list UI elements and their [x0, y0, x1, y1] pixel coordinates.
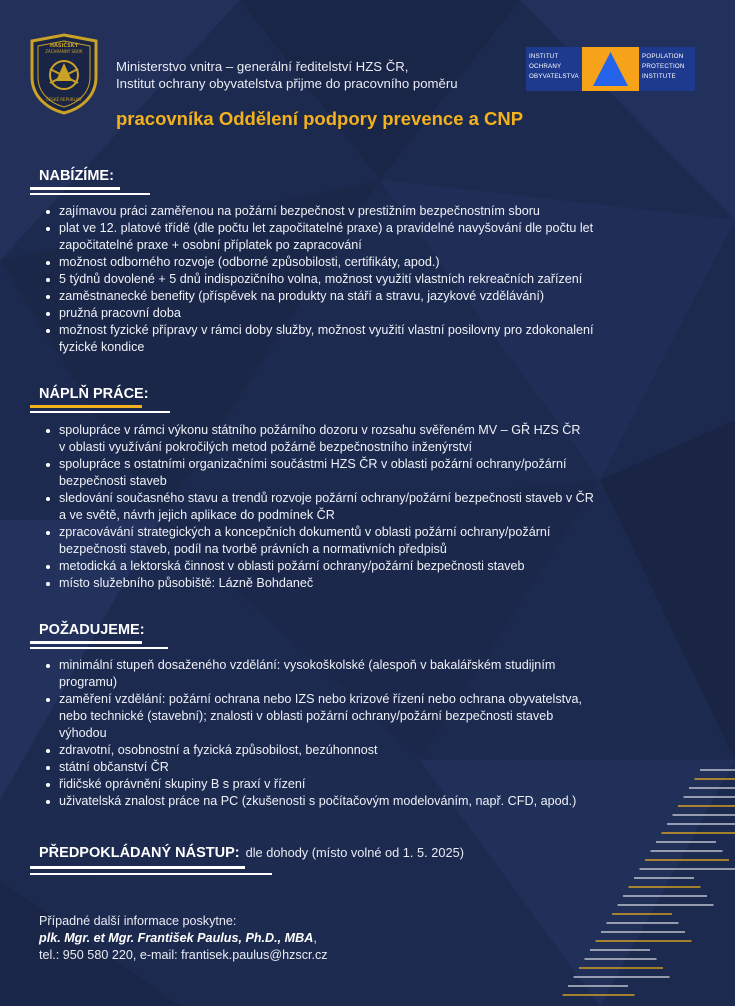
- svg-text:HASIČSKÝ: HASIČSKÝ: [49, 43, 79, 49]
- section-heading-requirements: POŽADUJEME:: [39, 622, 145, 638]
- list-item: [42, 220, 594, 254]
- list-item: [42, 524, 594, 558]
- list-item: [42, 657, 582, 691]
- list-item-text: metodická a lektorská činnost v oblasti požární ochrany/požární bezpečnosti staveb: [59, 559, 525, 573]
- heading-underline: [30, 193, 150, 195]
- heading-underline: [30, 641, 142, 644]
- start-value: dle dohody (místo volné od 1. 5. 2025): [245, 845, 464, 860]
- list-item-text: zajímavou práci zaměřenou na požární bezpečnost v prestižním bezpečnostním sboru: [59, 204, 540, 218]
- badge-right-line: PROTECTION: [642, 63, 685, 70]
- section-heading-duties: NÁPLŇ PRÁCE:: [39, 386, 149, 402]
- contact-name: plk. Mgr. et Mgr. František Paulus, Ph.D., MBA: [39, 931, 314, 945]
- svg-text:ČESKÉ REPUBLIKY: ČESKÉ REPUBLIKY: [45, 97, 83, 102]
- list-item: [42, 691, 582, 742]
- list-item-text: nebo technické (stavební); znalosti v oblasti požární ochrany/požární bezpečnosti staveb: [59, 709, 554, 723]
- list-item-text: v oblasti využívání pokročilých metod požárně bezpečnostního inženýrství: [59, 440, 473, 454]
- list-item-text: a ve světě, návrh jejich aplikace do podmínek ČR: [59, 508, 335, 522]
- badge-right-line: POPULATION: [642, 53, 684, 60]
- badge-czech-name: [526, 47, 582, 91]
- institute-badge: [526, 47, 695, 91]
- contact-intro: Případné další informace poskytne:: [39, 914, 237, 928]
- list-item-text: uživatelská znalost práce na PC (zkušenosti s počítačovým modelováním, např. CFD, apod.): [59, 794, 577, 808]
- list-item: [42, 288, 594, 305]
- heading-underline: [30, 405, 142, 408]
- badge-english-name: [639, 47, 695, 91]
- list-item: [42, 422, 594, 456]
- list-item-text: zpracovávání strategických a koncepčních dokumentů v oblasti požární ochrany/požární: [59, 525, 551, 539]
- list-item: [42, 558, 594, 575]
- heading-underline: [30, 873, 272, 875]
- list-item-text: sledování současného stavu a trendů rozvoje požární ochrany/požární bezpečnosti staveb v ČR: [59, 491, 594, 505]
- header-intro: [116, 58, 458, 92]
- heading-underline: [30, 647, 168, 649]
- list-item-text: spolupráce s ostatními organizačními součástmi HZS ČR v oblasti požární ochrany/požární: [59, 457, 567, 471]
- svg-text:ZÁCHRANNÝ SBOR: ZÁCHRANNÝ SBOR: [45, 49, 83, 54]
- list-item-text: pružná pracovní doba: [59, 306, 181, 320]
- list-item-text: plat ve 12. platové třídě (dle počtu let započitatelné praxe) a pravidelné navyšování dle počtu let: [59, 221, 594, 235]
- list-item-text: řidičské oprávnění skupiny B s praxí v řízení: [59, 777, 306, 791]
- section-heading-offer: NABÍZÍME:: [39, 168, 114, 184]
- badge-left-line: INSTITUT: [529, 53, 559, 60]
- list-item-text: zaměstnanecké benefity (příspěvek na produkty na stáří a stravu, jazykové vzdělávání): [59, 289, 545, 303]
- list-item: [42, 254, 594, 271]
- list-item: [42, 305, 594, 322]
- contact-details: tel.: 950 580 220, e-mail: frantisek.paulus@hzscr.cz: [39, 948, 328, 962]
- heading-underline: [30, 187, 120, 190]
- list-item: [42, 271, 594, 288]
- list-item-text: bezpečnosti staveb, podíl na tvorbě právních a normativních předpisů: [59, 542, 447, 556]
- list-item: [42, 203, 594, 220]
- list-item-text: výhodou: [59, 726, 107, 740]
- start-label: PŘEDPOKLÁDANÝ NÁSTUP:: [39, 845, 240, 861]
- hzs-emblem-logo: [28, 33, 100, 115]
- start-date-row: [39, 845, 464, 861]
- list-item-text: zdravotní, osobnostní a fyzická způsobilost, bezúhonnost: [59, 743, 378, 757]
- list-item-text: 5 týdnů dovolené + 5 dnů indispozičního volna, možnost využití vlastních rekreačních zařízení: [59, 272, 583, 286]
- heading-underline: [30, 866, 245, 869]
- duties-list: [42, 422, 594, 592]
- offer-list: [42, 203, 594, 356]
- badge-left-line: OBYVATELSTVA: [529, 73, 579, 80]
- list-item-text: místo služebního působiště: Lázně Bohdaneč: [59, 576, 314, 590]
- list-item-text: započitatelné praxe + osobní příplatek po zapracování: [59, 238, 362, 252]
- decorative-stripes: [500, 760, 735, 1006]
- list-item: [42, 322, 594, 356]
- list-item-text: spolupráce v rámci výkonu státního požárního dozoru v rozsahu svěřeném MV – GŘ HZS ČR: [59, 423, 581, 437]
- badge-left-line: OCHRANY: [529, 63, 562, 70]
- list-item: [42, 490, 594, 524]
- list-item-text: fyzické kondice: [59, 340, 145, 354]
- list-item-text: bezpečnosti staveb: [59, 474, 167, 488]
- list-item: [42, 742, 582, 759]
- list-item: [42, 575, 594, 592]
- list-item-text: zaměření vzdělání: požární ochrana nebo IZS nebo krizové řízení nebo ochrana obyvatelstva,: [59, 692, 582, 706]
- list-item-text: minimální stupeň dosaženého vzdělání: vysokoškolské (alespoň v bakalářském studijním: [59, 658, 556, 672]
- civil-protection-triangle-icon: [582, 47, 639, 91]
- heading-underline: [30, 411, 170, 413]
- list-item-text: státní občanství ČR: [59, 760, 169, 774]
- header-line-1: Ministerstvo vnitra – generální ředitelství HZS ČR,: [116, 59, 409, 74]
- contact-block: [39, 913, 328, 964]
- header-line-2: Institut ochrany obyvatelstva přijme do pracovního poměru: [116, 76, 458, 91]
- contact-name-suffix: ,: [313, 931, 317, 945]
- list-item-text: možnost odborného rozvoje (odborné způsobilosti, certifikáty, apod.): [59, 255, 440, 269]
- list-item: [42, 456, 594, 490]
- badge-right-line: INSTITUTE: [642, 73, 676, 80]
- list-item-text: programu): [59, 675, 118, 689]
- job-title: pracovníka Oddělení podpory prevence a CNP: [116, 108, 524, 129]
- list-item-text: možnost fyzické přípravy v rámci doby služby, možnost využití vlastní posilovny pro zdokonalení: [59, 323, 594, 337]
